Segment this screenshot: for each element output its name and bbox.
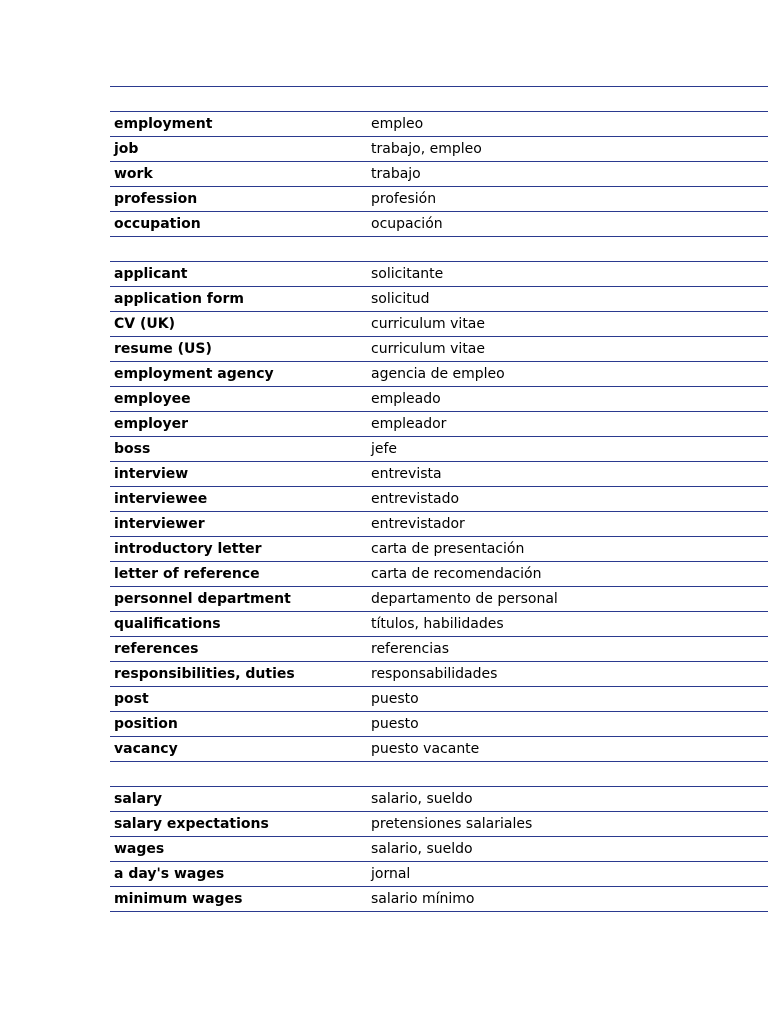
table-row (110, 187, 768, 212)
spanish-translation: salario, sueldo (367, 787, 768, 812)
spanish-translation (367, 87, 768, 112)
english-term: interviewee (110, 487, 367, 512)
english-term: profession (110, 187, 367, 212)
english-term: employment agency (110, 362, 367, 387)
spanish-translation: jefe (367, 437, 768, 462)
spanish-translation: salario mínimo (367, 887, 768, 912)
spanish-translation: entrevistador (367, 512, 768, 537)
spanish-translation: carta de recomendación (367, 562, 768, 587)
spanish-translation: curriculum vitae (367, 337, 768, 362)
spanish-translation: referencias (367, 637, 768, 662)
english-term: letter of reference (110, 562, 367, 587)
spanish-translation: puesto (367, 687, 768, 712)
spanish-translation: puesto vacante (367, 737, 768, 762)
table-row (110, 262, 768, 287)
english-term: application form (110, 287, 367, 312)
english-term: wages (110, 837, 367, 862)
spanish-translation: empleado (367, 387, 768, 412)
table-row (110, 87, 768, 112)
table-row (110, 612, 768, 637)
english-term: interviewer (110, 512, 367, 537)
spanish-translation (367, 237, 768, 262)
english-term: employment (110, 112, 367, 137)
spanish-translation: pretensiones salariales (367, 812, 768, 837)
table-row (110, 812, 768, 837)
table-row (110, 687, 768, 712)
table-row (110, 887, 768, 912)
spanish-translation: empleador (367, 412, 768, 437)
table-row (110, 212, 768, 237)
english-term: salary expectations (110, 812, 367, 837)
english-term: resume (US) (110, 337, 367, 362)
english-term: vacancy (110, 737, 367, 762)
english-term (110, 237, 367, 262)
english-term: a day's wages (110, 862, 367, 887)
english-term: post (110, 687, 367, 712)
english-term: employer (110, 412, 367, 437)
english-term: employee (110, 387, 367, 412)
english-term: CV (UK) (110, 312, 367, 337)
spanish-translation: trabajo (367, 162, 768, 187)
table-row (110, 112, 768, 137)
english-term: work (110, 162, 367, 187)
table-row (110, 837, 768, 862)
spanish-translation: salario, sueldo (367, 837, 768, 862)
english-term: responsibilities, duties (110, 662, 367, 687)
english-term (110, 762, 367, 787)
english-term: applicant (110, 262, 367, 287)
table-row (110, 562, 768, 587)
table-row (110, 637, 768, 662)
vocabulary-table (110, 86, 768, 912)
spanish-translation: trabajo, empleo (367, 137, 768, 162)
table-row (110, 387, 768, 412)
table-row (110, 737, 768, 762)
english-term: introductory letter (110, 537, 367, 562)
english-term: salary (110, 787, 367, 812)
english-term: references (110, 637, 367, 662)
table-row (110, 712, 768, 737)
table-row (110, 762, 768, 787)
english-term: position (110, 712, 367, 737)
spanish-translation: carta de presentación (367, 537, 768, 562)
english-term: boss (110, 437, 367, 462)
english-term: personnel department (110, 587, 367, 612)
spanish-translation: ocupación (367, 212, 768, 237)
table-row (110, 312, 768, 337)
spanish-translation: agencia de empleo (367, 362, 768, 387)
table-row (110, 412, 768, 437)
spanish-translation (367, 762, 768, 787)
table-row (110, 137, 768, 162)
table-row (110, 362, 768, 387)
spanish-translation: puesto (367, 712, 768, 737)
spanish-translation: responsabilidades (367, 662, 768, 687)
spanish-translation: títulos, habilidades (367, 612, 768, 637)
spanish-translation: departamento de personal (367, 587, 768, 612)
vocabulary-table-body (110, 87, 768, 912)
english-term: occupation (110, 212, 367, 237)
spanish-translation: entrevista (367, 462, 768, 487)
table-row (110, 512, 768, 537)
table-row (110, 237, 768, 262)
english-term (110, 87, 367, 112)
english-term: interview (110, 462, 367, 487)
english-term: qualifications (110, 612, 367, 637)
table-row (110, 862, 768, 887)
table-row (110, 462, 768, 487)
table-row (110, 587, 768, 612)
table-row (110, 337, 768, 362)
table-row (110, 162, 768, 187)
table-row (110, 787, 768, 812)
spanish-translation: curriculum vitae (367, 312, 768, 337)
table-row (110, 287, 768, 312)
spanish-translation: solicitante (367, 262, 768, 287)
table-row (110, 487, 768, 512)
english-term: minimum wages (110, 887, 367, 912)
table-row (110, 537, 768, 562)
spanish-translation: solicitud (367, 287, 768, 312)
table-row (110, 437, 768, 462)
spanish-translation: empleo (367, 112, 768, 137)
table-row (110, 662, 768, 687)
english-term: job (110, 137, 367, 162)
spanish-translation: jornal (367, 862, 768, 887)
spanish-translation: entrevistado (367, 487, 768, 512)
spanish-translation: profesión (367, 187, 768, 212)
